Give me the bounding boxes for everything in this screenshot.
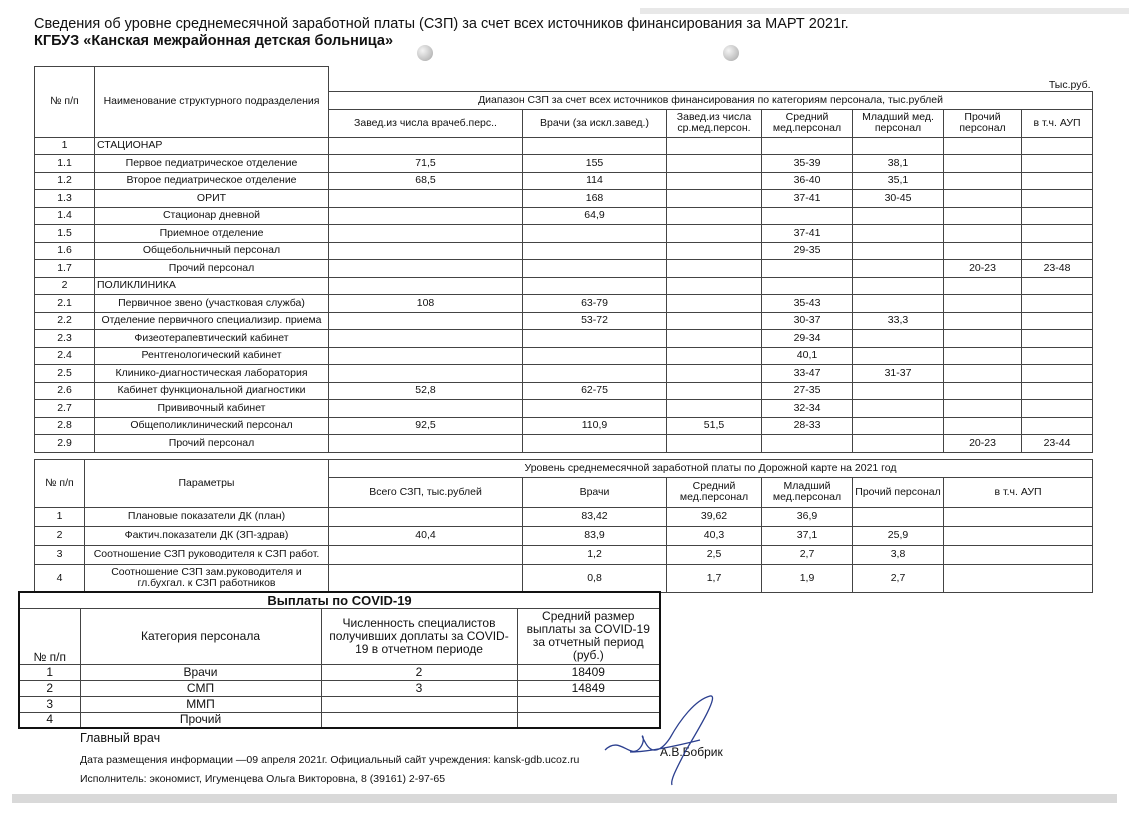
row-value (944, 277, 1022, 295)
row-count: 3 (321, 680, 517, 696)
row-value: 71,5 (329, 155, 523, 173)
col-header-avg: Средний размер выплаты за COVID-19 за отчетный период (руб.) (517, 608, 660, 664)
row-value (523, 400, 667, 418)
row-value: 64,9 (523, 207, 667, 225)
row-value (762, 435, 853, 453)
row-value: 33-47 (762, 365, 853, 383)
row-value: 30-37 (762, 312, 853, 330)
row-value (1022, 400, 1093, 418)
row-name: Прочий персонал (95, 435, 329, 453)
row-value: 31-37 (853, 365, 944, 383)
col-header-cat-5: Прочий персонал (944, 109, 1022, 137)
row-value: 52,8 (329, 382, 523, 400)
col-header-cat-4: Младший мед. персонал (853, 109, 944, 137)
table-row (35, 382, 1093, 400)
col-header-cat-2: Завед.из числа ср.мед.персон. (667, 109, 762, 137)
col-header-cat-6: в т.ч. АУП (1022, 109, 1093, 137)
row-num: 2.1 (35, 295, 95, 313)
row-value (853, 382, 944, 400)
row-value: 37,1 (762, 526, 853, 545)
table-row (19, 680, 660, 696)
row-value (1022, 347, 1093, 365)
row-num: 1 (35, 507, 85, 526)
row-num: 2 (19, 680, 80, 696)
row-param: Соотношение СЗП зам.руководителя и гл.бухгал. к СЗП работников (85, 564, 329, 592)
row-num: 1.5 (35, 225, 95, 243)
row-value: 33,3 (853, 312, 944, 330)
col-header-count: Численность специалистов получивших доплаты за COVID-19 в отчетном периоде (321, 608, 517, 664)
row-value (523, 260, 667, 278)
row-param: Плановые показатели ДК (план) (85, 507, 329, 526)
row-name: ОРИТ (95, 190, 329, 208)
row-value: 2,7 (853, 564, 944, 592)
col-header-cat-0: Завед.из числа врачеб.перс.. (329, 109, 523, 137)
row-name: Кабинет функциональной диагностики (95, 382, 329, 400)
col-header-num: № п/п (35, 67, 95, 138)
row-value (523, 435, 667, 453)
row-name: Рентгенологический кабинет (95, 347, 329, 365)
row-category: Врачи (80, 664, 321, 680)
col-header-num: № п/п (35, 460, 85, 508)
row-value: 29-34 (762, 330, 853, 348)
table-row (35, 242, 1093, 260)
row-value: 1,7 (667, 564, 762, 592)
table-row (35, 564, 1093, 592)
row-name: ПОЛИКЛИНИКА (95, 277, 329, 295)
table-row (35, 507, 1093, 526)
col-header-cat-3: Младший мед.персонал (762, 477, 853, 507)
row-value: 155 (523, 155, 667, 173)
row-value (944, 400, 1022, 418)
row-value (853, 347, 944, 365)
col-header-cat-0: Всего СЗП, тыс.рублей (329, 477, 523, 507)
row-name: Стационар дневной (95, 207, 329, 225)
row-value (944, 526, 1093, 545)
covid-title: Выплаты по COVID-19 (19, 592, 660, 608)
row-name: Клинико-диагностическая лаборатория (95, 365, 329, 383)
col-header-cat-1: Врачи (523, 477, 667, 507)
row-value (667, 207, 762, 225)
row-value (667, 225, 762, 243)
unit-label: Тыс.руб. (329, 67, 1093, 92)
row-value (1022, 312, 1093, 330)
row-value (853, 400, 944, 418)
row-value (329, 225, 523, 243)
row-value (667, 260, 762, 278)
row-value (944, 137, 1022, 155)
row-count (321, 712, 517, 728)
col-header-category: Категория персонала (80, 608, 321, 664)
road-map-table (34, 459, 1093, 593)
row-value: 40,4 (329, 526, 523, 545)
row-num: 3 (19, 696, 80, 712)
row-value (944, 242, 1022, 260)
row-name: Отделение первичного специализир. приема (95, 312, 329, 330)
table-row (35, 295, 1093, 313)
row-value: 2,5 (667, 545, 762, 564)
document-title: Сведения об уровне среднемесячной заработной платы (СЗП) за счет всех источников финансирования за МАРТ 2021г. (34, 16, 849, 32)
row-value (1022, 382, 1093, 400)
col-header-cat-2: Средний мед.персонал (667, 477, 762, 507)
row-value (944, 295, 1022, 313)
row-value (667, 400, 762, 418)
row-num: 1 (19, 664, 80, 680)
row-value: 1,9 (762, 564, 853, 592)
row-value (329, 330, 523, 348)
table-row (19, 664, 660, 680)
row-value: 37-41 (762, 190, 853, 208)
row-value (667, 312, 762, 330)
row-value: 108 (329, 295, 523, 313)
row-value (1022, 330, 1093, 348)
row-value (944, 155, 1022, 173)
table-row (35, 435, 1093, 453)
row-num: 1.2 (35, 172, 95, 190)
row-value (329, 507, 523, 526)
row-value (944, 172, 1022, 190)
row-value (329, 435, 523, 453)
row-value (944, 365, 1022, 383)
row-value (329, 260, 523, 278)
table-row (35, 312, 1093, 330)
row-value (667, 190, 762, 208)
row-value: 23-44 (1022, 435, 1093, 453)
row-num: 1.1 (35, 155, 95, 173)
table-row (35, 155, 1093, 173)
row-value (762, 260, 853, 278)
row-value (853, 507, 944, 526)
row-value: 92,5 (329, 417, 523, 435)
row-num: 1 (35, 137, 95, 155)
col-header-group: Диапазон СЗП за счет всех источников финансирования по категориям персонала, тыс.рублей (329, 92, 1093, 110)
row-value (853, 242, 944, 260)
row-value (667, 172, 762, 190)
row-value (667, 137, 762, 155)
table-row (35, 526, 1093, 545)
row-value (944, 225, 1022, 243)
row-value (329, 365, 523, 383)
row-num: 2.4 (35, 347, 95, 365)
row-num: 1.6 (35, 242, 95, 260)
row-avg: 14849 (517, 680, 660, 696)
col-header-name: Наименование структурного подразделения (95, 67, 329, 138)
row-name: Общебольничный персонал (95, 242, 329, 260)
row-value (523, 242, 667, 260)
row-value (944, 190, 1022, 208)
row-value (944, 564, 1093, 592)
row-value (667, 295, 762, 313)
organization-name: КГБУЗ «Канская межрайонная детская больница» (34, 33, 394, 49)
punch-hole-left (417, 45, 433, 61)
row-value (1022, 365, 1093, 383)
row-value (853, 225, 944, 243)
row-num: 2.3 (35, 330, 95, 348)
row-num: 1.7 (35, 260, 95, 278)
row-param: Фактич.показатели ДК (ЗП-здрав) (85, 526, 329, 545)
publication-info: Дата размещения информации —09 апреля 2021г. Официальный сайт учреждения: kansk-gdb.ucoz.ru (80, 754, 580, 766)
row-num: 3 (35, 545, 85, 564)
row-value (762, 207, 853, 225)
row-value (329, 277, 523, 295)
row-name: Первое педиатрическое отделение (95, 155, 329, 173)
row-value: 35-43 (762, 295, 853, 313)
row-value (1022, 225, 1093, 243)
row-value: 39,62 (667, 507, 762, 526)
table-row (35, 277, 1093, 295)
row-name: Физеотерапевтический кабинет (95, 330, 329, 348)
chief-label: Главный врач (80, 731, 161, 745)
row-value (944, 312, 1022, 330)
table-row (35, 260, 1093, 278)
row-value: 2,7 (762, 545, 853, 564)
row-value: 68,5 (329, 172, 523, 190)
paper-shadow-top (640, 8, 1129, 14)
row-value (944, 507, 1093, 526)
row-value (667, 155, 762, 173)
row-value (667, 347, 762, 365)
row-value: 32-34 (762, 400, 853, 418)
row-value: 38,1 (853, 155, 944, 173)
row-value: 63-79 (523, 295, 667, 313)
row-num: 1.3 (35, 190, 95, 208)
row-num: 2 (35, 526, 85, 545)
col-header-group: Уровень среднемесячной заработной платы по Дорожной карте на 2021 год (329, 460, 1093, 478)
row-value (329, 347, 523, 365)
row-value (329, 545, 523, 564)
row-value: 53-72 (523, 312, 667, 330)
row-value (1022, 172, 1093, 190)
row-value (944, 545, 1093, 564)
table-row (35, 365, 1093, 383)
row-value: 37-41 (762, 225, 853, 243)
row-value: 40,3 (667, 526, 762, 545)
row-name: Прививочный кабинет (95, 400, 329, 418)
table-row (35, 545, 1093, 564)
table-row (35, 190, 1093, 208)
row-num: 2.6 (35, 382, 95, 400)
covid-payments-table (18, 591, 661, 729)
row-value (329, 137, 523, 155)
row-value (667, 277, 762, 295)
row-value: 20-23 (944, 435, 1022, 453)
row-category: ММП (80, 696, 321, 712)
row-count (321, 696, 517, 712)
row-value (667, 435, 762, 453)
row-category: Прочий (80, 712, 321, 728)
row-value (853, 207, 944, 225)
row-num: 1.4 (35, 207, 95, 225)
row-category: СМП (80, 680, 321, 696)
row-value (1022, 295, 1093, 313)
table-row (35, 172, 1093, 190)
row-value (944, 417, 1022, 435)
row-param: Соотношение СЗП руководителя к СЗП работ. (85, 545, 329, 564)
salary-range-table (34, 66, 1093, 453)
row-num: 4 (19, 712, 80, 728)
row-value (1022, 242, 1093, 260)
row-num: 4 (35, 564, 85, 592)
row-value (667, 330, 762, 348)
row-name: Второе педиатрическое отделение (95, 172, 329, 190)
row-value (1022, 417, 1093, 435)
row-value: 110,9 (523, 417, 667, 435)
row-value: 36-40 (762, 172, 853, 190)
row-value (329, 190, 523, 208)
row-value (853, 435, 944, 453)
row-value (944, 382, 1022, 400)
row-value (523, 137, 667, 155)
table-row (35, 330, 1093, 348)
row-num: 2.5 (35, 365, 95, 383)
row-value: 29-35 (762, 242, 853, 260)
row-value (523, 365, 667, 383)
col-header-cat-3: Средний мед.персонал (762, 109, 853, 137)
row-value (1022, 277, 1093, 295)
row-name: Общеполиклинический персонал (95, 417, 329, 435)
row-num: 2 (35, 277, 95, 295)
row-name: Прочий персонал (95, 260, 329, 278)
row-value: 20-23 (944, 260, 1022, 278)
row-value (944, 330, 1022, 348)
row-value (853, 330, 944, 348)
row-value (667, 382, 762, 400)
row-value (523, 225, 667, 243)
table-row (35, 207, 1093, 225)
row-value (1022, 190, 1093, 208)
row-value (667, 365, 762, 383)
table-row (35, 225, 1093, 243)
col-header-cat-1: Врачи (за искл.завед.) (523, 109, 667, 137)
row-name: Первичное звено (участковая служба) (95, 295, 329, 313)
row-value (1022, 207, 1093, 225)
row-value: 28-33 (762, 417, 853, 435)
row-value (1022, 155, 1093, 173)
row-value: 3,8 (853, 545, 944, 564)
row-value (762, 277, 853, 295)
row-count: 2 (321, 664, 517, 680)
table-row (19, 712, 660, 728)
row-value (329, 564, 523, 592)
row-value (853, 260, 944, 278)
signatory-name: А.В.Бобрик (660, 745, 723, 759)
row-value (329, 207, 523, 225)
row-value: 83,9 (523, 526, 667, 545)
row-value (944, 207, 1022, 225)
col-header-cat-5: в т.ч. АУП (944, 477, 1093, 507)
row-value (329, 242, 523, 260)
row-value (853, 295, 944, 313)
table-row (19, 696, 660, 712)
row-value: 62-75 (523, 382, 667, 400)
row-value: 27-35 (762, 382, 853, 400)
table-row (35, 417, 1093, 435)
row-num: 2.9 (35, 435, 95, 453)
row-value (1022, 137, 1093, 155)
executor-info: Исполнитель: экономист, Игуменцева Ольга Викторовна, 8 (39161) 2-97-65 (80, 773, 446, 785)
col-header-cat-4: Прочий персонал (853, 477, 944, 507)
row-value: 40,1 (762, 347, 853, 365)
row-value (762, 137, 853, 155)
row-value (329, 400, 523, 418)
punch-hole-right (723, 45, 739, 61)
row-value: 35-39 (762, 155, 853, 173)
row-num: 2.7 (35, 400, 95, 418)
row-value: 35,1 (853, 172, 944, 190)
row-num: 2.2 (35, 312, 95, 330)
row-value (523, 277, 667, 295)
row-value: 36,9 (762, 507, 853, 526)
row-value (523, 330, 667, 348)
row-value: 23-48 (1022, 260, 1093, 278)
row-value: 30-45 (853, 190, 944, 208)
row-value (853, 417, 944, 435)
row-value: 83,42 (523, 507, 667, 526)
row-name: СТАЦИОНАР (95, 137, 329, 155)
signature-icon (600, 690, 740, 790)
row-value (667, 242, 762, 260)
row-value (853, 137, 944, 155)
row-num: 2.8 (35, 417, 95, 435)
row-value (853, 277, 944, 295)
row-value: 168 (523, 190, 667, 208)
row-value: 114 (523, 172, 667, 190)
table-row (35, 347, 1093, 365)
col-header-param: Параметры (85, 460, 329, 508)
row-value: 51,5 (667, 417, 762, 435)
row-value: 25,9 (853, 526, 944, 545)
row-value (944, 347, 1022, 365)
table-row (35, 400, 1093, 418)
row-avg: 18409 (517, 664, 660, 680)
row-value: 0,8 (523, 564, 667, 592)
table-row (35, 137, 1093, 155)
paper-shadow-bottom (12, 794, 1117, 803)
row-name: Приемное отделение (95, 225, 329, 243)
row-value: 1,2 (523, 545, 667, 564)
col-header-num: № п/п (19, 608, 80, 664)
row-value (523, 347, 667, 365)
row-value (329, 312, 523, 330)
